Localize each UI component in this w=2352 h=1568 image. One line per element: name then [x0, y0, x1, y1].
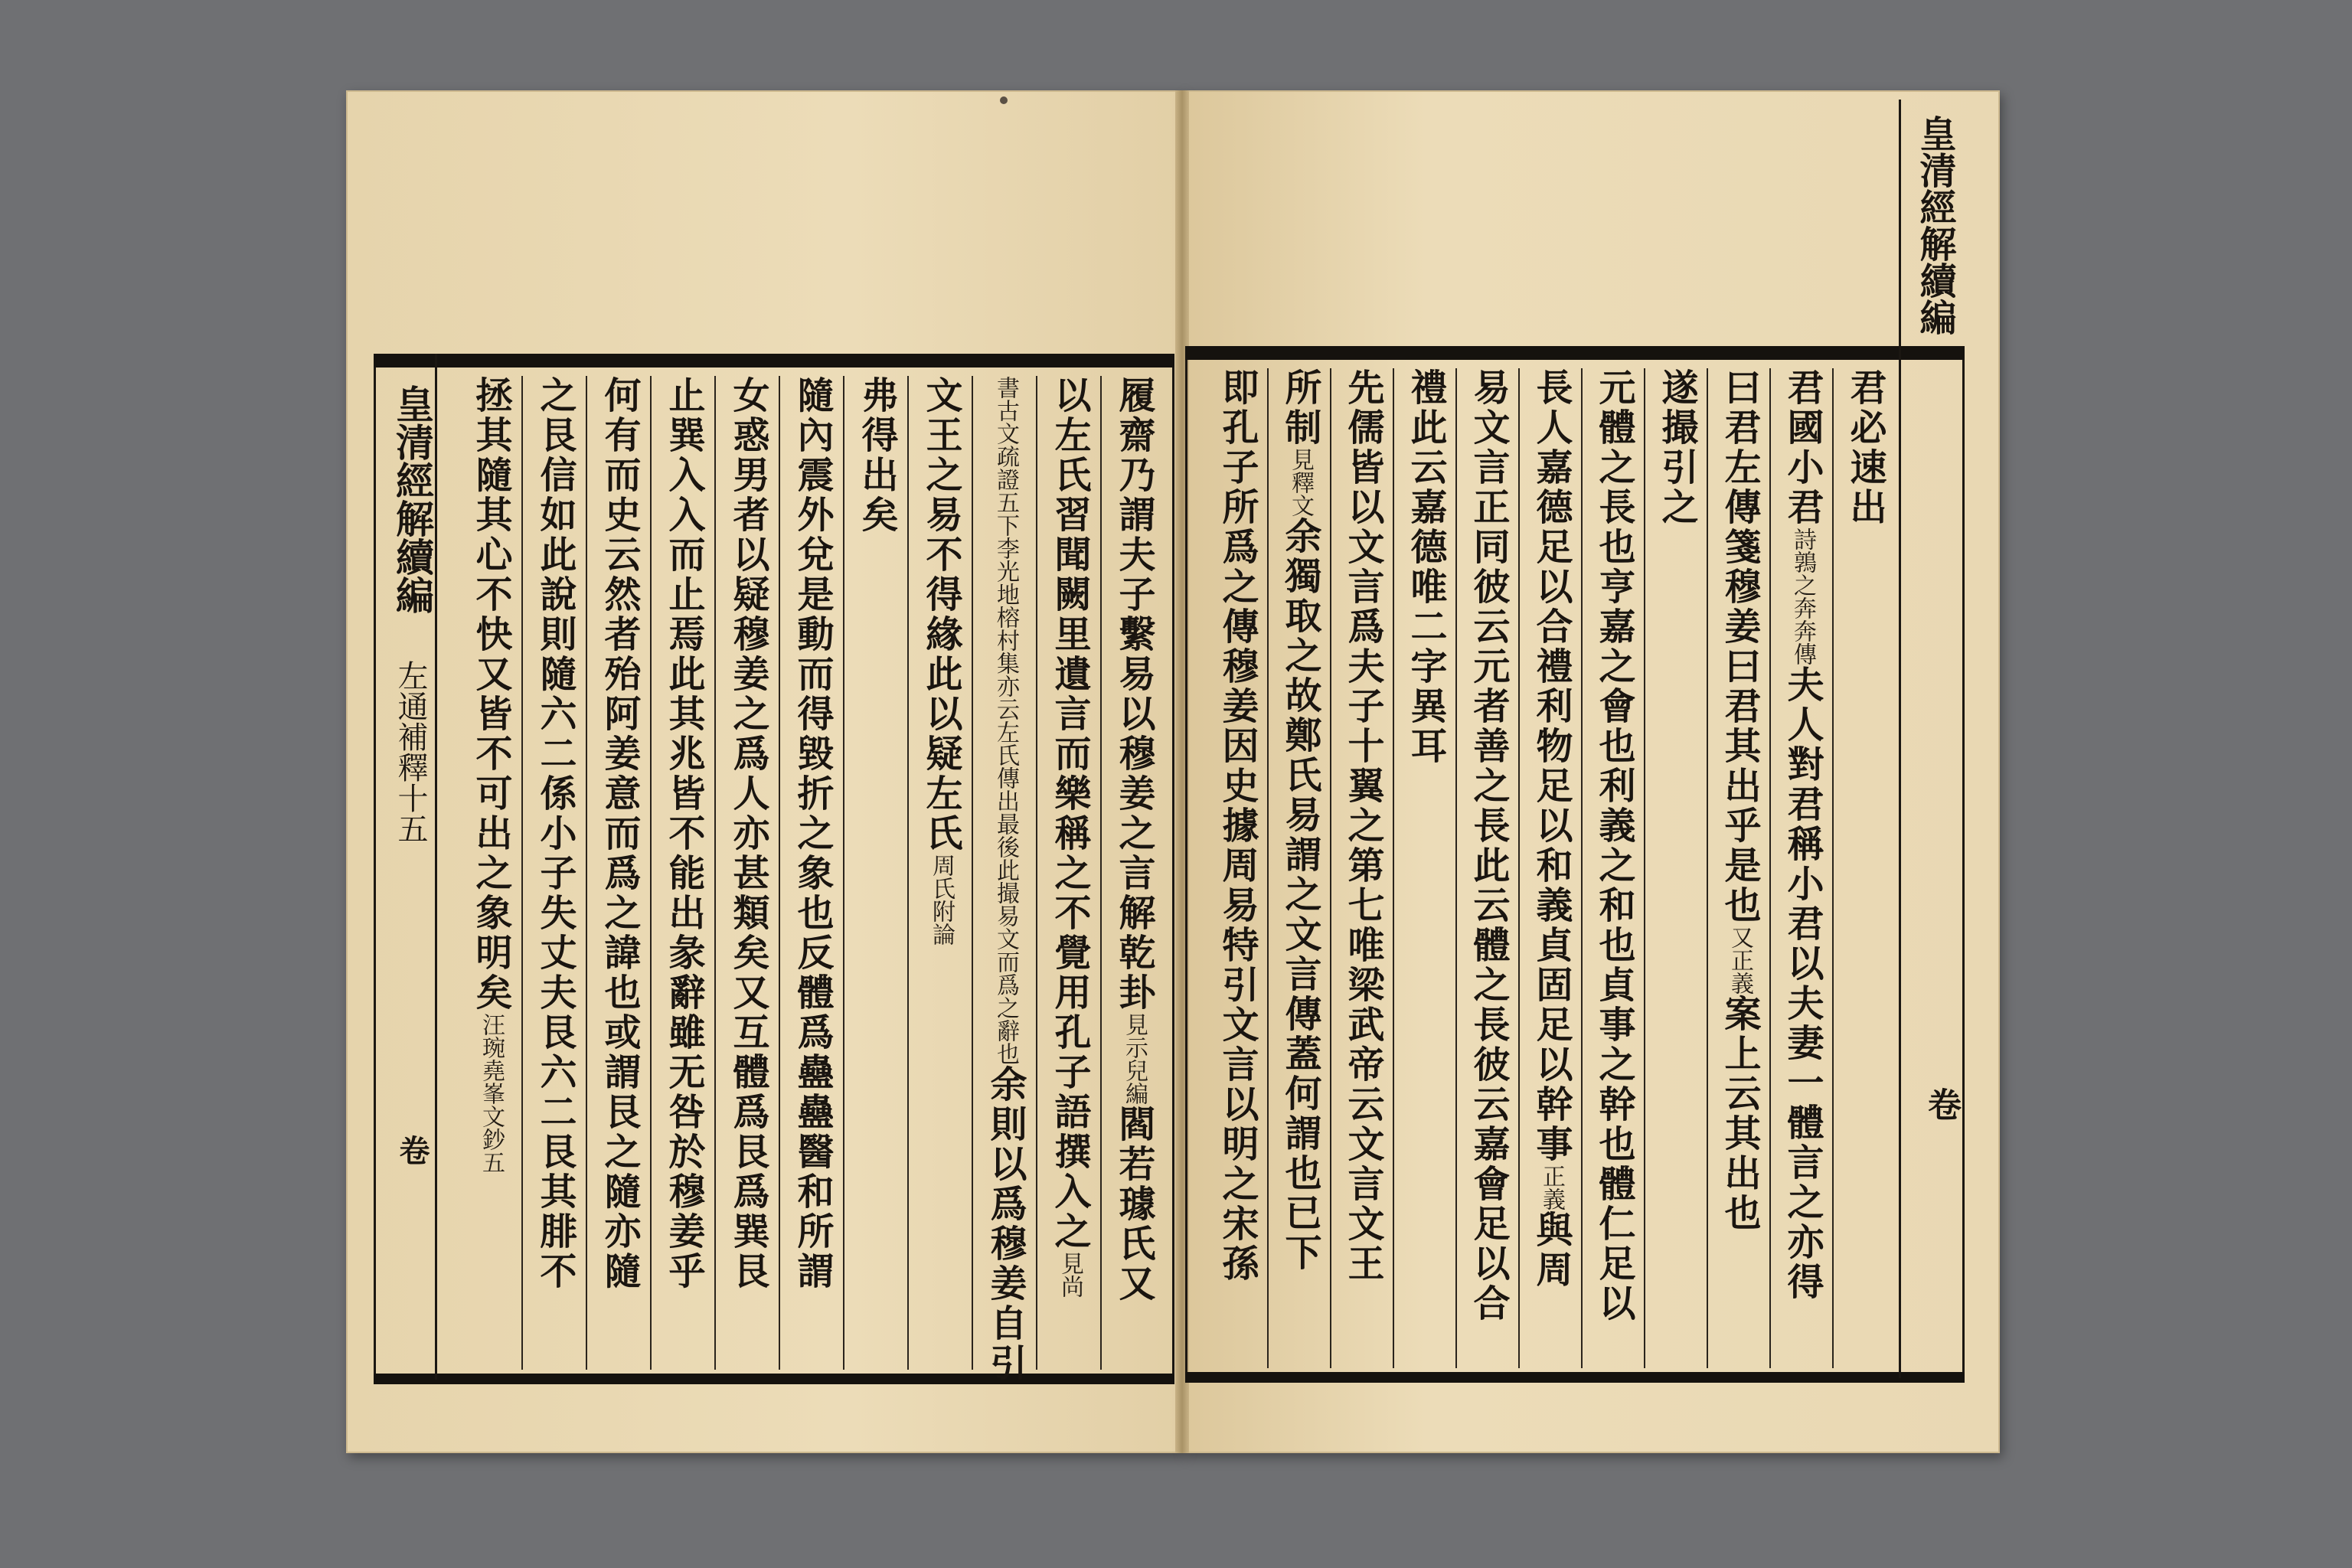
- column-text-continued: 閻若璩氏又: [1112, 1105, 1155, 1304]
- column-text-continued: 與周: [1530, 1210, 1573, 1290]
- right-margin-title: 皇清經解續編: [1913, 115, 1956, 335]
- right-column-area: [1187, 368, 1962, 1368]
- column-text: 即孔子所爲之傳穆姜因史據周易特引文言以明之宋孫: [1216, 368, 1259, 1284]
- column-note: 見釋文: [1287, 448, 1314, 517]
- text-column: [1393, 368, 1457, 1368]
- text-column: [1206, 368, 1269, 1368]
- text-column: [1100, 376, 1166, 1370]
- column-note: 詩鶉之奔奔傳: [1789, 528, 1816, 665]
- text-column: [1581, 368, 1645, 1368]
- column-text: 禮此云嘉德唯二字異耳: [1404, 368, 1447, 766]
- column-note: 正義: [1538, 1165, 1565, 1210]
- column-text-continued: 夫人對君稱小君以夫妻一體言之亦得: [1781, 665, 1824, 1302]
- left-margin-title: 皇清經解續編: [390, 384, 435, 614]
- column-text: 先儒皆以文言爲夫子十翼之第七唯梁武帝云文言文王: [1341, 368, 1384, 1284]
- right-bottom-border: [1185, 1372, 1965, 1383]
- column-text: 何有而史云然者殆阿姜意而爲之諱也或謂艮之隨亦隨: [598, 376, 641, 1292]
- left-margin-band: [374, 354, 437, 1380]
- column-text: 文王之易不得緣此以疑左氏: [920, 376, 962, 854]
- text-column: [1455, 368, 1520, 1368]
- right-top-border: [1185, 346, 1965, 360]
- left-top-border: [374, 354, 1174, 368]
- column-text-continued: 余則以爲穆姜自引: [984, 1065, 1027, 1383]
- column-text: 曰君左傳箋穆姜曰君其出乎是也: [1718, 368, 1761, 926]
- left-bottom-border: [374, 1374, 1174, 1384]
- column-text: 君國小君: [1781, 368, 1824, 528]
- text-column: [1518, 368, 1583, 1368]
- column-text: 所制: [1279, 368, 1321, 448]
- column-note: 見尚: [1057, 1252, 1083, 1298]
- left-column-area: [376, 376, 1172, 1383]
- column-text: 元體之長也亨嘉之會也利義之和也貞事之幹也體仁足以: [1592, 368, 1635, 1324]
- text-column: [1267, 368, 1331, 1368]
- column-note: 書古文疏證五下李光地榕村集亦云左氏傳出最後此撮易文而爲之辭也: [992, 376, 1019, 1065]
- column-note: 汪琬堯峯文鈔五: [478, 1013, 505, 1174]
- column-note: 周氏附論: [928, 854, 955, 946]
- column-text-continued: 余獨取之故鄭氏易謂之文言傳蓋何謂也已下: [1279, 517, 1321, 1273]
- column-text: 弗得出矣: [855, 376, 898, 535]
- text-column: [650, 376, 716, 1370]
- column-text: 易文言正同彼云元者善之長此云體之長彼云嘉會足以合: [1467, 368, 1510, 1324]
- text-column: [1644, 368, 1708, 1368]
- right-margin-folio: 卷: [1922, 1087, 1961, 1121]
- text-column: [521, 376, 587, 1370]
- column-text: 隨內震外兌是動而得毀折之象也反體爲蠱蠱醫和所謂: [791, 376, 834, 1292]
- column-text: 止巽入入而止焉此其兆皆不能出彖辭雖无咎於穆姜乎: [662, 376, 705, 1292]
- text-column: [586, 376, 652, 1370]
- text-column: [714, 376, 780, 1370]
- left-margin-section: 左通補釋十五: [393, 660, 428, 844]
- text-column: [972, 376, 1037, 1383]
- column-text: 君必速出: [1844, 368, 1886, 528]
- right-text-frame: [1185, 346, 1965, 1383]
- text-column: [907, 376, 973, 1370]
- text-column: [1832, 368, 1896, 1368]
- right-margin-band: [1899, 100, 1962, 1378]
- text-column: [1330, 368, 1394, 1368]
- column-text: 女惑男者以疑穆姜之爲人亦甚類矣又互體爲艮爲巽艮: [727, 376, 769, 1292]
- text-column: [1036, 376, 1102, 1370]
- column-note: 又正義: [1726, 926, 1753, 995]
- left-text-frame: [374, 354, 1174, 1384]
- text-column: [459, 376, 523, 1370]
- column-text: 之艮信如此說則隨六二係小子失丈夫艮六二艮其腓不: [534, 376, 577, 1292]
- column-text: 拯其隨其心不快又皆不可出之象明矣: [469, 376, 512, 1013]
- column-text: 遂撮引之: [1655, 368, 1698, 528]
- column-text: 履齋乃謂夫子繫易以穆姜之言解乾卦: [1112, 376, 1155, 1013]
- column-text: 以左氏習聞闕里遺言而樂稱之不覺用孔子語撰入之: [1048, 376, 1091, 1252]
- left-margin-folio: 卷: [394, 1135, 430, 1165]
- column-text-continued: 案上云其出也: [1718, 995, 1761, 1233]
- wormhole: [1000, 96, 1008, 104]
- text-column: [779, 376, 844, 1370]
- column-note: 見示兒編: [1121, 1013, 1148, 1105]
- text-column: [1769, 368, 1834, 1368]
- column-text: 長人嘉德足以合禮利物足以和義貞固足以幹事: [1530, 368, 1573, 1165]
- text-column: [1707, 368, 1771, 1368]
- text-column: [843, 376, 909, 1370]
